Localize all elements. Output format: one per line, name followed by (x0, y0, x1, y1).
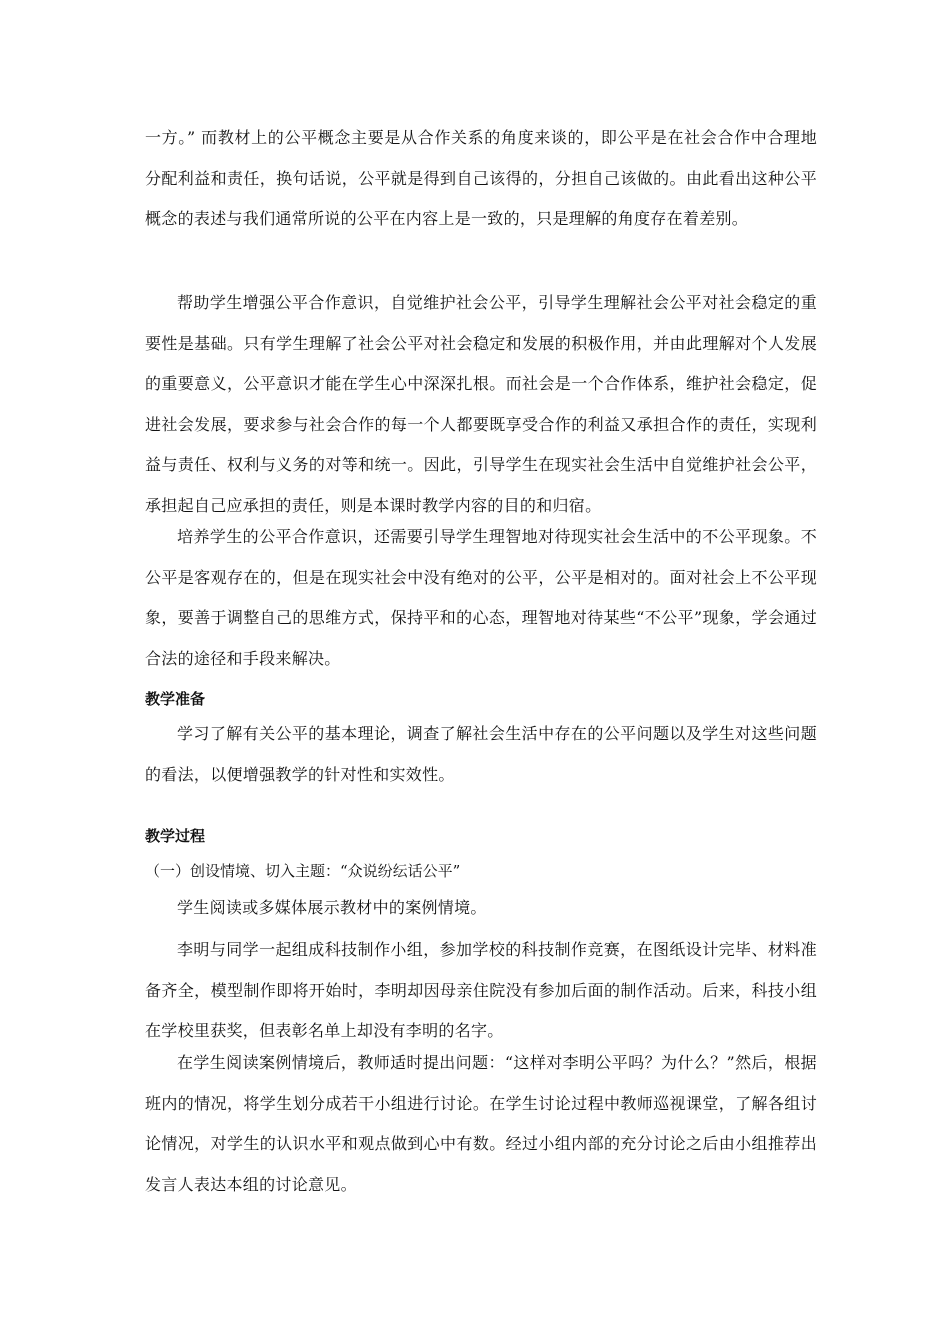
paragraph-discussion: 在学生阅读案例情境后，教师适时提出问题：“这样对李明公平吗？为什么？”然后，根据班内的情况，将学生划分成若干小组进行讨论。在学生讨论过程中教师巡视课堂，了解各组讨论情况，对学生的认识水平和观点做到心中有数。经过小组内部的充分讨论之后由小组推荐出发言人表达本组的讨论意见。 (145, 1053, 817, 1194)
paragraph-case-story: 李明与同学一起组成科技制作小组，参加学校的科技制作竞赛，在图纸设计完毕、材料准备齐全，模型制作即将开始时，李明却因母亲住院没有参加后面的制作活动。后来，科技小组在学校里获奖，但表彰名单上却没有李明的名字。 (145, 940, 817, 1040)
subheading-step-one: （一）创设情境、切入主题：“众说纷纭话公平” (145, 862, 461, 880)
heading-teaching-preparation: 教学准备 (145, 690, 206, 708)
paragraph-preparation: 学习了解有关公平的基本理论，调查了解社会生活中存在的公平问题以及学生对这些问题的看法，以便增强教学的针对性和实效性。 (145, 724, 817, 784)
paragraph-case-reading: 学生阅读或多媒体展示教材中的案例情境。 (177, 898, 487, 917)
paragraph-fairness-concept: 一方。” 而教材上的公平概念主要是从合作关系的角度来谈的，即公平是在社会合作中合理地分配利益和责任，换句话说，公平就是得到自己该得的，分担自己该做的。由此看出这种公平概念的表述与我们通常所说的公平在内容上是一致的，只是理解的角度存在着差别。 (145, 128, 817, 228)
paragraph-social-fairness: 帮助学生增强公平合作意识，自觉维护社会公平，引导学生理解社会公平对社会稳定的重要性是基础。只有学生理解了社会公平对社会稳定和发展的积极作用，并由此理解对个人发展的重要意义，公平意识才能在学生心中深深扎根。而社会是一个合作体系，维护社会稳定，促进社会发展，要求参与社会合作的每一个人都要既享受合作的利益又承担合作的责任，实现利益与责任、权利与义务的对等和统一。因此，引导学生在现实社会生活中自觉维护社会公平，承担起自己应承担的责任，则是本课时教学内容的目的和归宿。 (145, 293, 817, 515)
paragraph-unfairness: 培养学生的公平合作意识，还需要引导学生理智地对待现实社会生活中的不公平现象。不公平是客观存在的，但是在现实社会中没有绝对的公平，公平是相对的。面对社会上不公平现象，要善于调整自己的思维方式，保持平和的心态，理智地对待某些“不公平”现象，学会通过合法的途径和手段来解决。 (145, 527, 817, 668)
heading-teaching-process: 教学过程 (145, 827, 206, 845)
